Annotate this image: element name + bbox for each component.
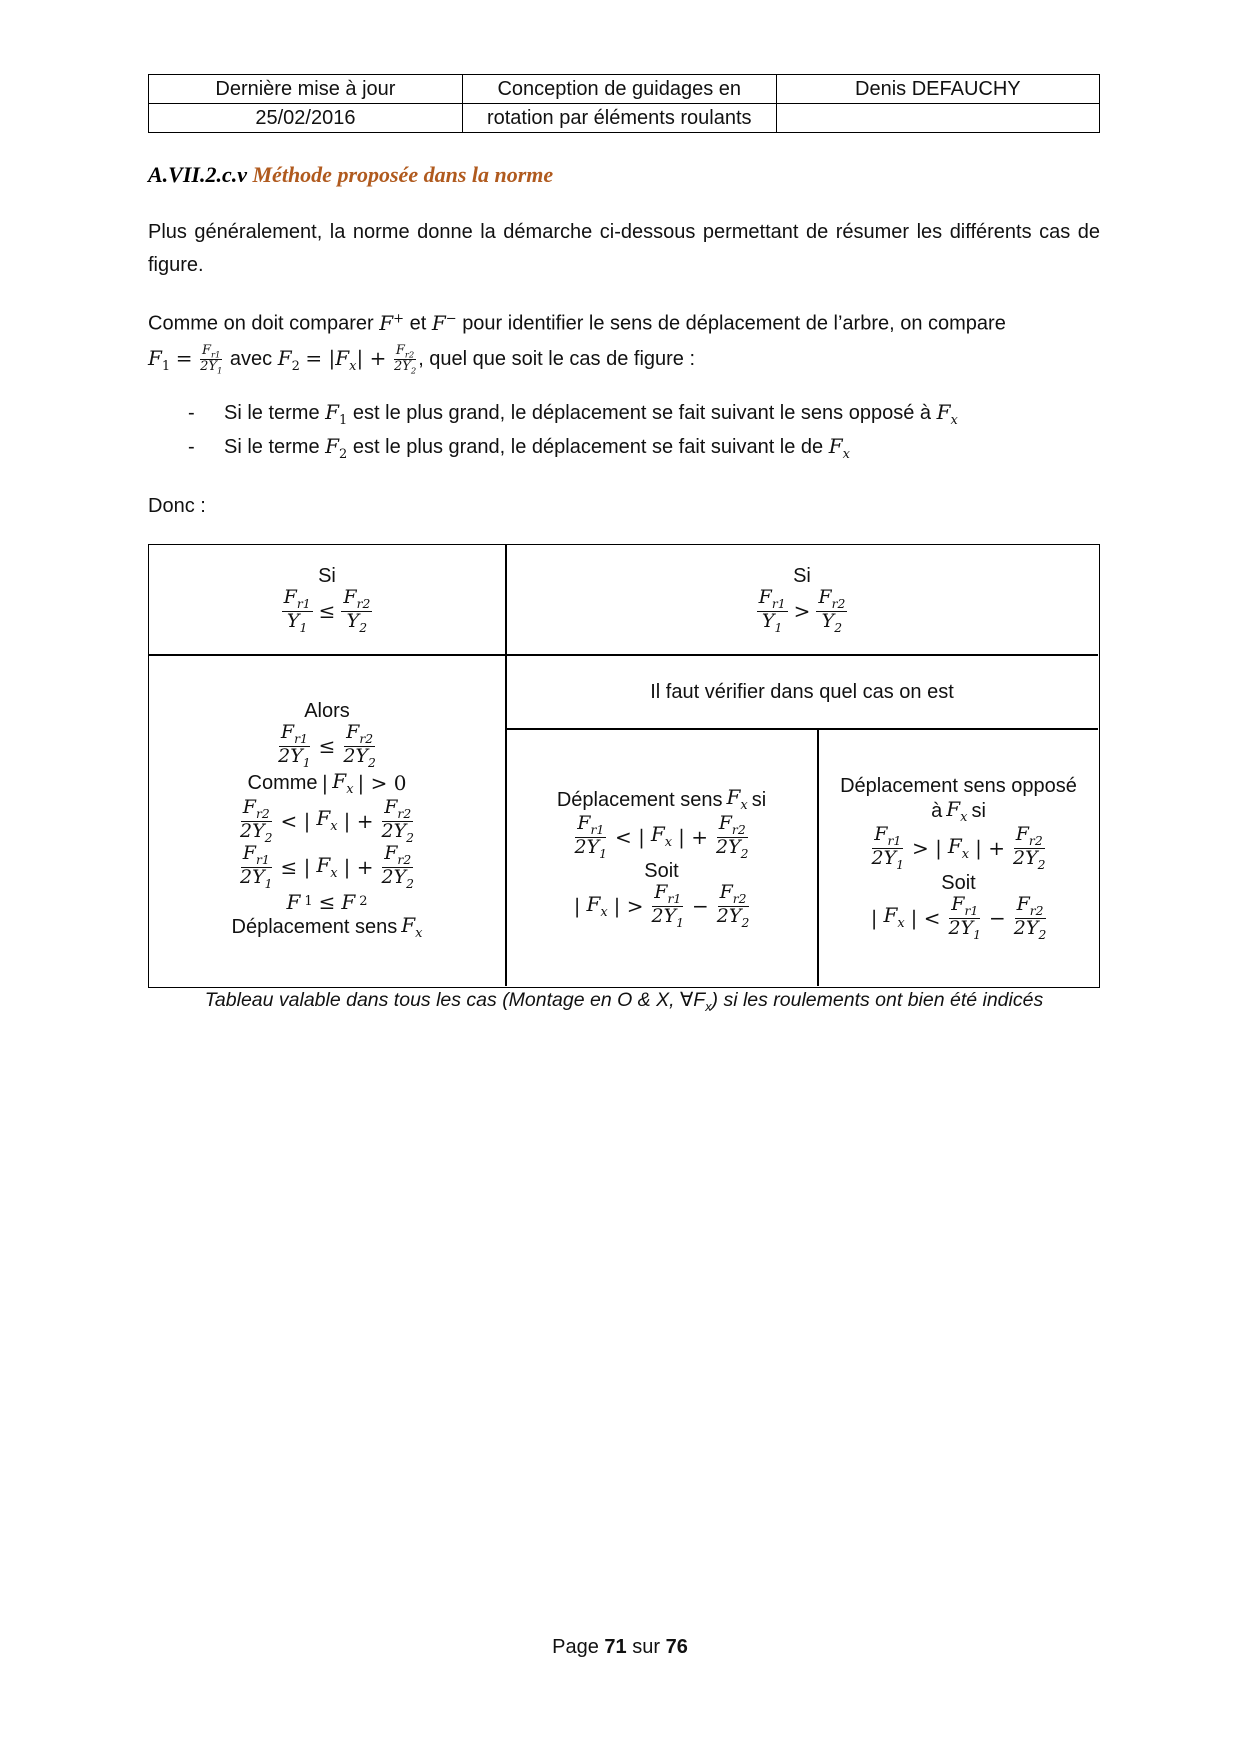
page-total: 76 [665,1636,688,1658]
section-title: Méthode proposée dans la norme [252,162,554,187]
paragraph-compare-formula: $F_1$ = $\frac{F_{r1}}{2Y_1}$ avec $F_2 = |F_x|$ + $\frac{F_{r2}}{2Y_2}$ , quel que soit le cas de figure : [148,342,696,376]
cell-deplacement-oppose: Déplacement sens opposé à $F_x$ si $\frac{F_{r1}}{2Y_1}$ > | $F_x$ | + $\frac{F_{r2}}{2Y_2}$ Soit | $F_x$ | < $\frac{F_{r1}}{2Y_1}$ − $\frac{F_{r2}}{2Y_2}$ [840,774,1077,942]
header-table [148,74,1100,133]
paragraph-intro: Plus généralement, la norme donne la démarche ci-dessous permettant de résumer les différents cas de figure. [148,221,1100,276]
bullet-1: - Si le terme $F_1$ est le plus grand, le déplacement se fait suivant le sens opposé à $F_x$ [188,400,958,428]
header-date: 25/02/2016 [149,104,463,133]
header-title-line2: rotation par éléments roulants [462,104,776,133]
cell-si-right: Si $\frac{F_{r1}}{Y_1}$ > $\frac{F_{r2}}{Y_2}$ [758,564,846,635]
header-empty [776,104,1099,133]
table-caption: Tableau valable dans tous les cas (Montage en O & X, $\forall F_x$) si les roulements ont bien été indicés [204,989,1044,1014]
cell-alors: Alors $\frac{F_{r1}}{2Y_1}$ ≤ $\frac{F_{r2}}{2Y_2}$ Comme | $F_x$ | > 0 $\frac{F_{r2}}{2Y_2}$ < | $F_x$ | + $\frac{F_{r2}}{2Y_2}$ $\frac{F_{r1}}{2Y_1}$ ≤ | $F_x$ | + $\frac{F_{r2}}{2Y_2}$ F 1 ≤ F 2 Déplacement sens $F_x$ [231,700,423,941]
cell-verifier: Il faut vérifier dans quel cas on est [650,680,954,703]
section-number: A.VII.2.c.v [148,162,247,187]
decision-table [148,544,1100,988]
paragraph-donc: Donc : [148,495,206,517]
header-update-label: Dernière mise à jour [149,75,463,104]
page-footer: Page 71 sur 76 [552,1636,688,1658]
cell-deplacement-sens: Déplacement sens $F_x$ si $\frac{F_{r1}}{2Y_1}$ < | $F_x$ | + $\frac{F_{r2}}{2Y_2}$ Soit | $F_x$ | > $\frac{F_{r1}}{2Y_1}$ − $\frac{F_{r2}}{2Y_2}$ [556,785,767,931]
section-heading [148,162,553,188]
header-title-line1: Conception de guidages en [462,75,776,104]
bullet-2: - Si le terme $F_2$ est le plus grand, le déplacement se fait suivant le de $F_x$ [188,434,850,462]
page-number: 71 [604,1636,627,1658]
cell-si-left: Si $\frac{F_{r1}}{Y_1}$ ≤ $\frac{F_{r2}}{Y_2}$ [283,564,371,635]
paragraph-compare: Comme on doit comparer F+ et F− pour identifier le sens de déplacement de l’arbre, on compare [148,310,1006,335]
header-author: Denis DEFAUCHY [776,75,1099,104]
fraction-f1: $\frac{F_{r1}}{2Y_1}$ [200,342,223,376]
fraction-f2: $\frac{F_{r2}}{2Y_2}$ [393,342,417,376]
